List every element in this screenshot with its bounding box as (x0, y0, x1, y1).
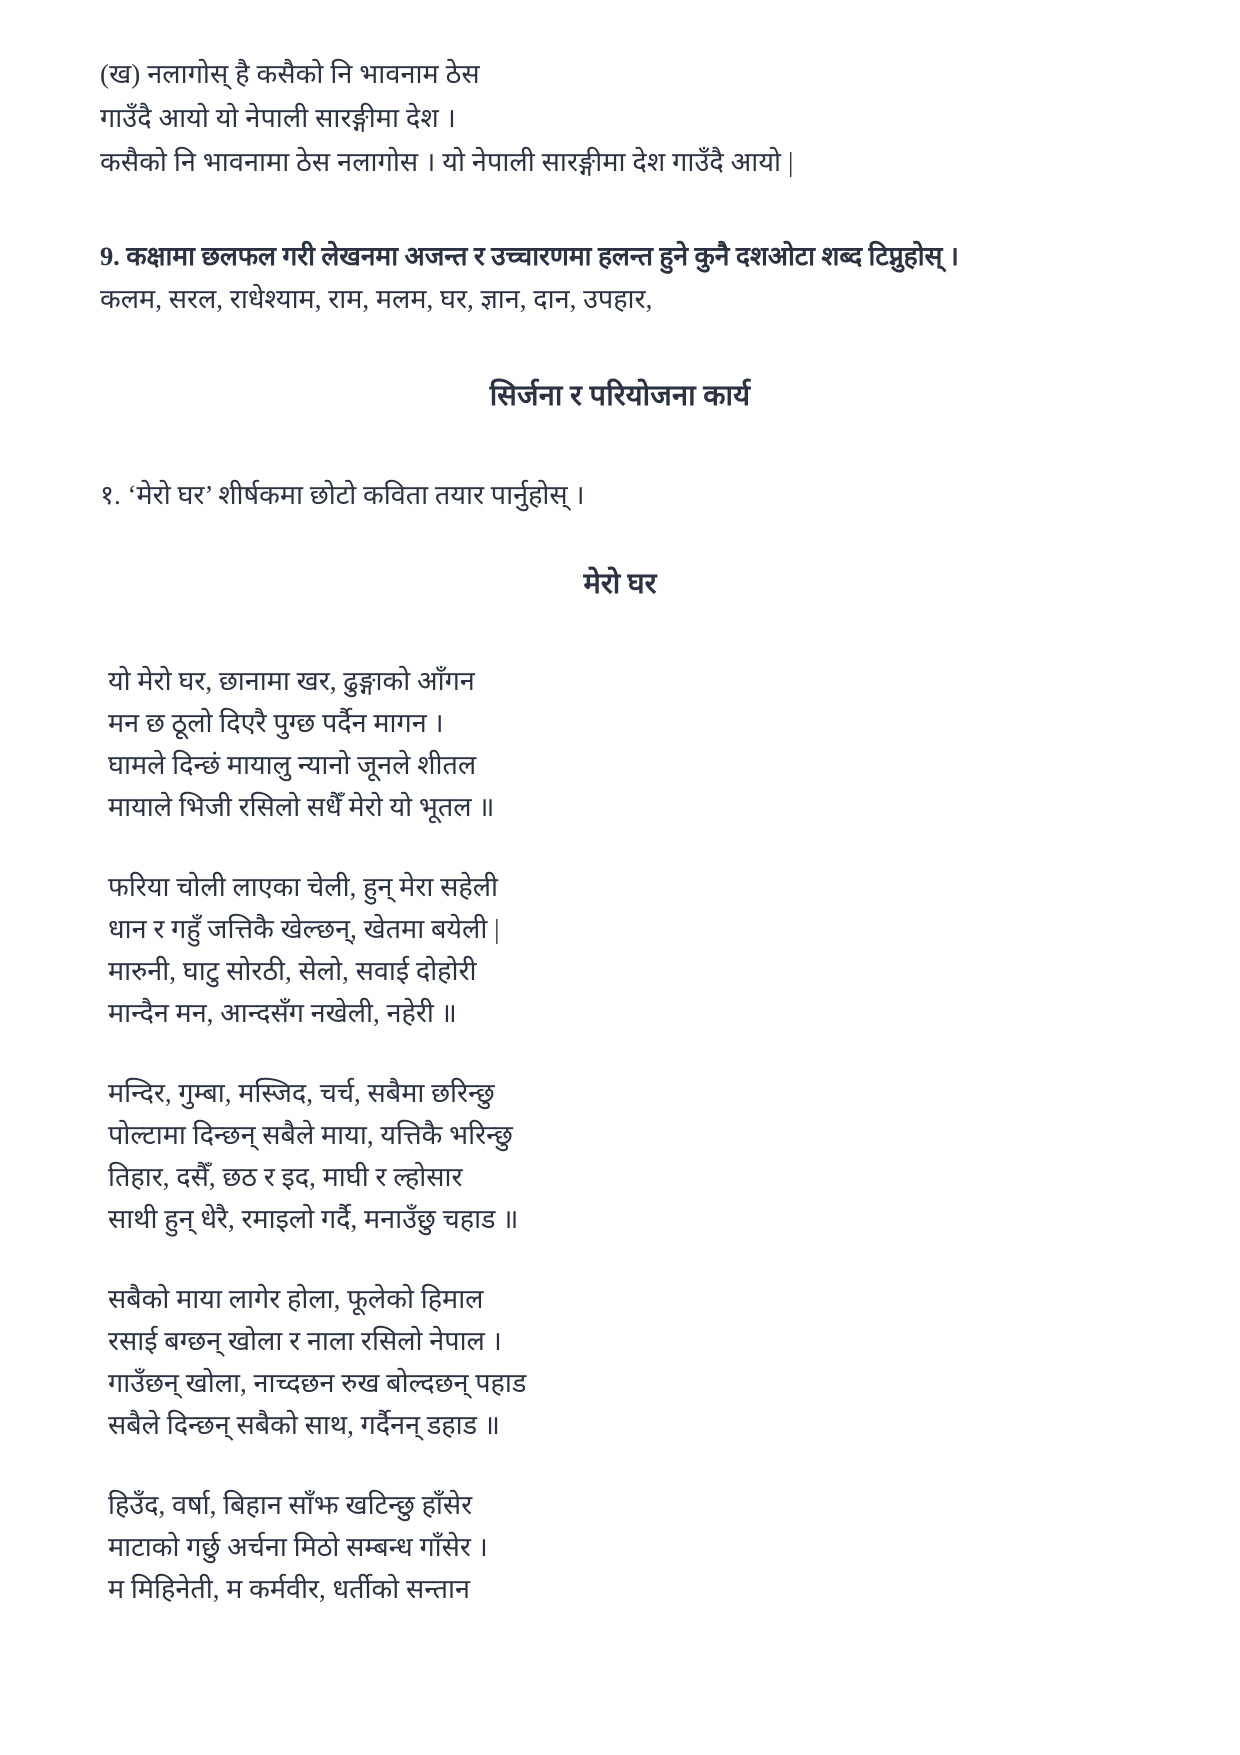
exercise-answer-line-2: गाउँदै आयो यो नेपाली सारङ्गीमा देश । (100, 103, 456, 133)
poem-line: घामले दिन्छं मायालु न्यानो जूनले शीतल (108, 750, 477, 780)
poem-stanza (108, 660, 1140, 828)
poem-stanza (108, 1072, 1140, 1240)
exercise-answer-block (100, 52, 1140, 184)
poem-line: धान र गहुँ जत्तिकै खेल्छन्, खेतमा बयेली | (108, 914, 500, 944)
poem-line: सबैको माया लागेर होला, फूलेको हिमाल (108, 1284, 484, 1314)
poem-line: पोल्टामा दिन्छन् सबैले माया, यत्तिकै भरिन्छु (108, 1120, 513, 1150)
poem-line: साथी हुन् धेरै, रमाइलो गर्दै, मनाउँछु चहाड ॥ (108, 1204, 519, 1234)
poem-line: माटाको गर्छु अर्चना मिठो सम्बन्ध गाँसेर । (108, 1532, 488, 1562)
poem-line: सबैले दिन्छन् सबैको साथ, गर्दैनन् डहाड ॥ (108, 1410, 500, 1440)
poem-line: मायाले भिजी रसिलो सधैँ मेरो यो भूतल ॥ (108, 792, 495, 822)
poem-line: रसाई बग्छन् खोला र नाला रसिलो नेपाल । (108, 1326, 502, 1356)
poem-line: गाउँछन् खोला, नाच्दछन रुख बोल्दछन् पहाड (108, 1368, 527, 1398)
section-title: सिर्जना र परियोजना कार्य (489, 380, 751, 412)
poem-line: मान्दैन मन, आन्दसँग नखेली, नहेरी ॥ (108, 998, 457, 1028)
task-1-line: १. ‘मेरो घर’ शीर्षकमा छोटो कविता तयार पार्नुहोस् । (100, 480, 585, 510)
poem-line: मारुनी, घाटु सोरठी, सेलो, सवाई दोहोरी (108, 956, 477, 986)
poem-body (100, 660, 1140, 1610)
poem-stanza (108, 1484, 1140, 1610)
poem-line: फरिया चोली लाएका चेली, हुन् मेरा सहेली (108, 872, 498, 902)
document-body (100, 52, 1140, 1610)
poem-title: मेरो घर (583, 568, 657, 600)
exercise-answer-line-1: (ख) नलागोस् है कसैको नि भावनाम ठेस (100, 59, 480, 89)
poem-line: यो मेरो घर, छानामा खर, ढुङ्गाको आँगन (108, 666, 475, 696)
poem-stanza (108, 866, 1140, 1034)
question-9-heading: 9. कक्षामा छलफल गरी लेखनमा अजन्त र उच्चारणमा हलन्त हुने कुनै दशओटा शब्द टिप्नुहोस् । (100, 241, 959, 271)
exercise-answer-line-3: कसैको नि भावनामा ठेस नलागोस । यो नेपाली सारङ्गीमा देश गाउँदै आयो | (100, 147, 794, 177)
question-9-answer: कलम, सरल, राधेश्याम, राम, मलम, घर, ज्ञान, दान, उपहार, (100, 284, 653, 314)
poem-stanza (108, 1278, 1140, 1446)
poem-line: म मिहिनेती, म कर्मवीर, धर्तीको सन्तान (108, 1574, 470, 1604)
poem-line: हिउँद, वर्षा, बिहान साँझ खटिन्छु हाँसेर (108, 1490, 473, 1520)
poem-line: मन छ ठूलो दिएरै पुग्छ पर्दैन मागन । (108, 708, 444, 738)
poem-line: तिहार, दसैँ, छठ र इद, माघी र ल्होसार (108, 1162, 463, 1192)
poem-line: मन्दिर, गुम्बा, मस्जिद, चर्च, सबैमा छरिन्छु (108, 1078, 495, 1108)
